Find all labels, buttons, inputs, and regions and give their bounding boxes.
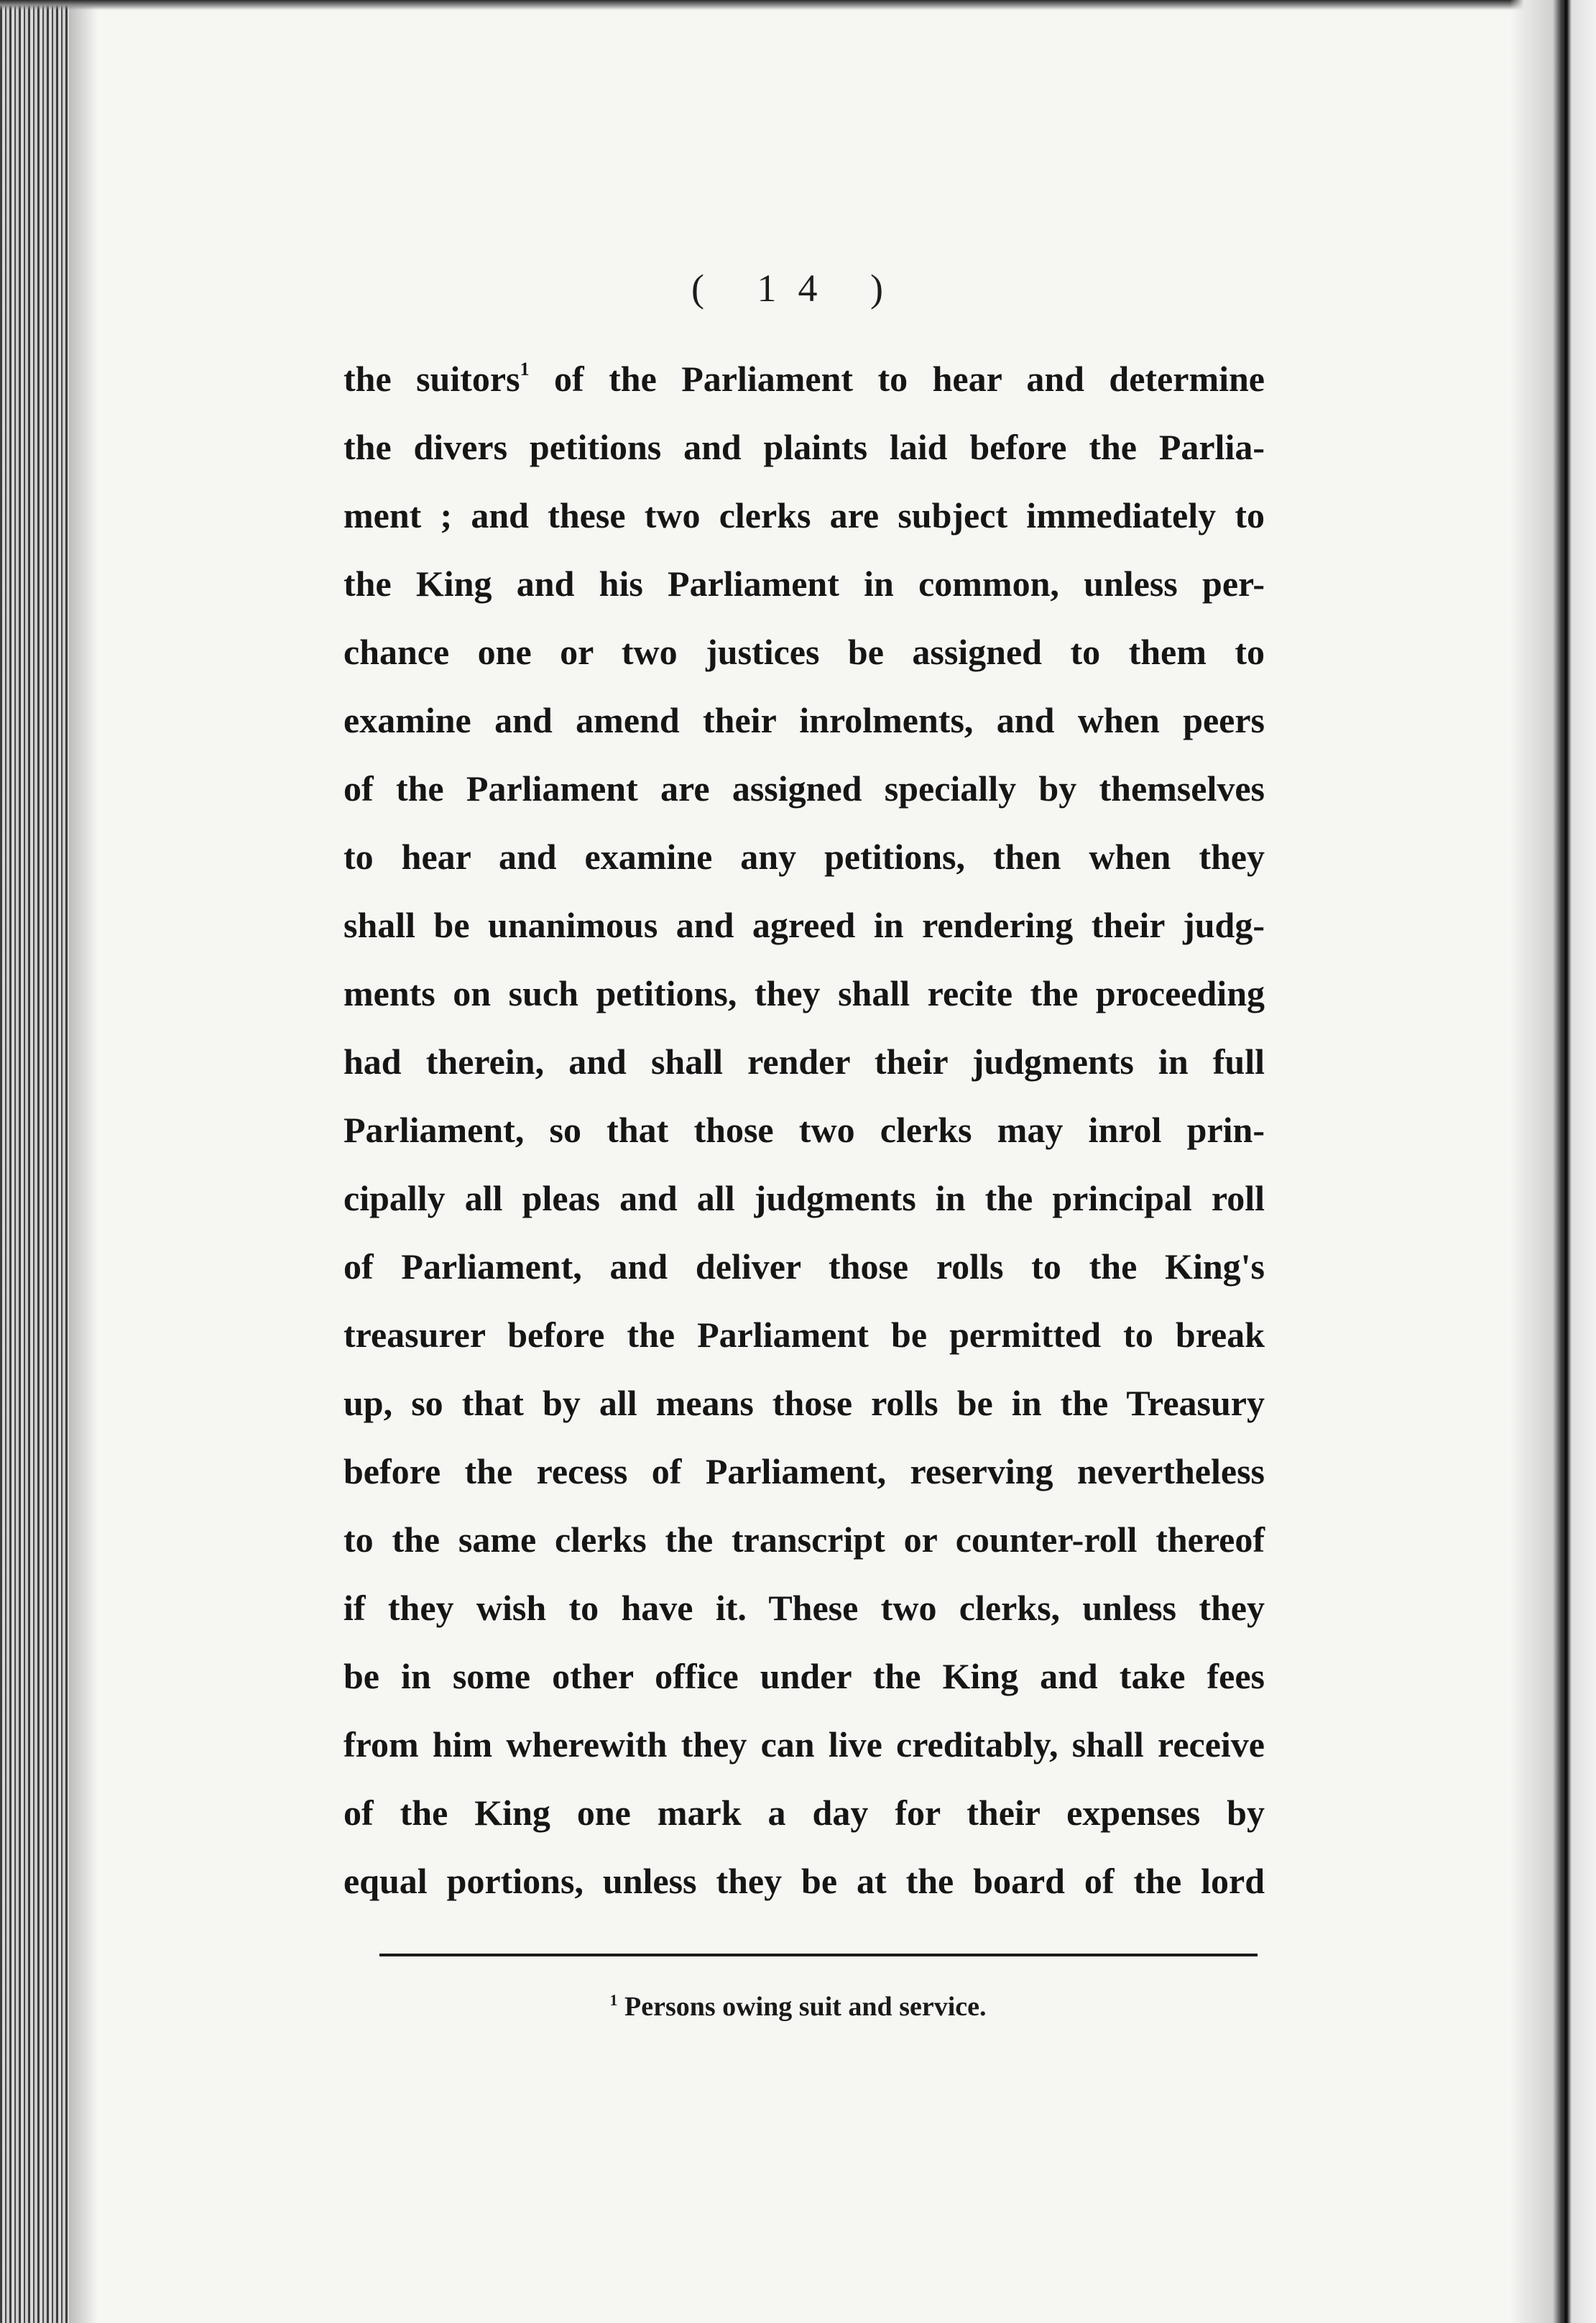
page-left-shadow	[69, 0, 98, 2323]
text-line: examine and amend their inrolments, and when peers	[343, 700, 1265, 740]
page-number: ( 14 )	[691, 267, 905, 310]
text-line: before the recess of Parliament, reserving nevertheless	[343, 1451, 1265, 1491]
text-line: the divers petitions and plaints laid before the Parlia-	[343, 427, 1265, 467]
text-line: equal portions, unless they be at the board of the lord	[343, 1861, 1265, 1901]
text-line: to the same clerks the transcript or counter-roll thereof	[343, 1519, 1265, 1560]
text-line: treasurer before the Parliament be permitted to break	[343, 1315, 1265, 1355]
text-line: of Parliament, and deliver those rolls to the King's	[343, 1246, 1265, 1287]
first-line-rest: of the Parliament to hear and determine	[554, 359, 1265, 399]
page-right-line	[1564, 0, 1567, 2323]
footnote-divider	[379, 1954, 1258, 1956]
text-line: from him wherewith they can live creditably, shall receive	[343, 1724, 1265, 1765]
text-line: if they wish to have it. These two clerks, unless they	[343, 1588, 1265, 1628]
text-line: ment ; and these two clerks are subject immediately to	[343, 495, 1265, 535]
page-left-edge	[0, 0, 69, 2323]
text-line: had therein, and shall render their judgments in full	[343, 1041, 1265, 1082]
text-line: ments on such petitions, they shall recite the proceeding	[343, 973, 1265, 1013]
text-line: chance one or two justices be assigned to them to	[343, 632, 1265, 672]
text-line: to hear and examine any petitions, then when they	[343, 837, 1265, 877]
footnote-text: Persons owing suit and service.	[624, 1992, 987, 2022]
text-line: Parliament, so that those two clerks may inrol prin-	[343, 1110, 1265, 1150]
text-line: of the King one mark a day for their expenses by	[343, 1793, 1265, 1833]
page-top-edge	[0, 0, 1596, 10]
body-text	[343, 345, 1265, 1915]
text-line: be in some other office under the King and take fees	[343, 1656, 1265, 1696]
text-line: of the Parliament are assigned specially by themselves	[343, 768, 1265, 809]
text-line: up, so that by all means those rolls be in the Treasury	[343, 1383, 1265, 1423]
text-line: the King and his Parliament in common, unless per-	[343, 564, 1265, 604]
text-line: shall be unanimous and agreed in rendering their judg-	[343, 905, 1265, 945]
text-line	[343, 345, 1265, 413]
footnote	[0, 1991, 1596, 2023]
page-right-edge	[1510, 0, 1596, 2323]
first-line-start: the suitors	[343, 359, 520, 399]
text-line: cipally all pleas and all judgments in the principal roll	[343, 1178, 1265, 1218]
footnote-marker: 1	[609, 1991, 618, 2009]
footnote-reference: 1	[520, 359, 530, 380]
